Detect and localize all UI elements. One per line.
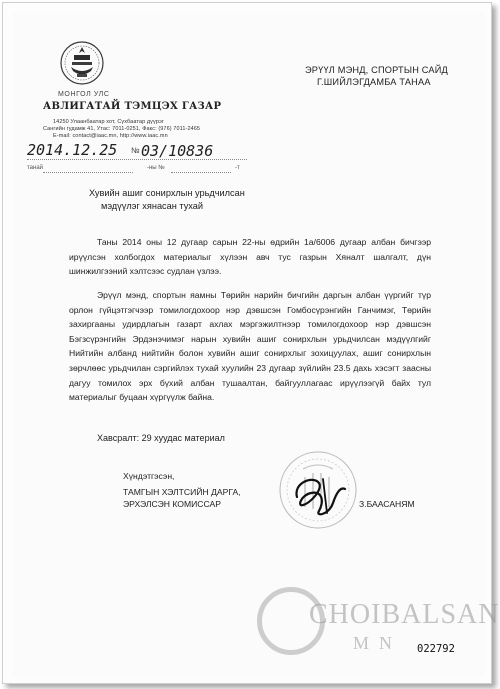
org-address-line: E-mail: contact@iaac.mn, http://www.iaac.mn: [53, 133, 168, 139]
reply-underline: [43, 172, 133, 173]
subject-line: мэдүүлэг хянасан тухай: [101, 201, 204, 211]
signatory-title: ЭРХЭЛСЭН КОМИССАР: [123, 499, 221, 509]
document-frame: [2, 2, 500, 684]
attachment-note: Хавсралт: 29 хуудас материал: [97, 433, 225, 443]
watermark-subtext: MN: [353, 633, 403, 653]
serial-number: 022792: [417, 643, 455, 655]
state-emblem-icon: [57, 39, 107, 87]
org-address-line: Сангийн гудамж 41, Утас: 7011-0251, Факс: (976) 7011-2465: [43, 126, 201, 132]
number-prefix: №: [131, 146, 140, 155]
handwritten-document-number: 03/10836: [141, 142, 214, 160]
signatory-name: З.БААСАНЯМ: [359, 499, 415, 509]
subject-line: Хувийн ашиг сонирхлын урьдчилсан: [89, 188, 245, 198]
body-paragraph: Таны 2014 оны 12 дугаар сарын 22-ны өдрийн 1а/6006 дугаар албан бичгээр ирүүлсэн холбогдох материалыг хүлээн авч тус газрын Хяналт шалгалт, дүн шинжилгээний хэлтсээс судлан үзлээ.: [69, 237, 431, 277]
watermark-text: CHOIBALSAN: [309, 599, 500, 630]
reply-label: танай: [27, 165, 44, 171]
handwritten-signature-icon: [289, 469, 351, 521]
handwritten-date: 2014.12.25: [27, 141, 118, 159]
org-country-label: МОНГОЛ УЛС: [58, 91, 110, 98]
date-underline: [27, 159, 247, 160]
reply-underline: [171, 172, 231, 173]
signatory-title: ТАМГЫН ХЭЛТСИЙН ДАРГА,: [123, 487, 241, 497]
letter-page: [13, 13, 500, 677]
closing-greeting: Хүндэтгэсэн,: [123, 471, 175, 481]
reply-number-label: -ны №: [147, 165, 165, 171]
reply-suffix: -т: [235, 165, 240, 171]
recipient-name: Г.ШИЙЛЭГДАМБА ТАНАА: [317, 77, 431, 87]
recipient-title: ЭРҮҮЛ МЭНД, СПОРТЫН САЙД: [305, 65, 448, 75]
body-paragraph: Эрүүл мэнд, спортын яамны Төрийн нарийн бичгийн даргын албан үүргийг түр орлон гүйцэтгэгчээр томилогдохоор нэр дэвшсэн Гомбосүрэнгийн Ганчимэг, Төрийн захиргааны удирдлагын газарт ахлах мэргэжилтнээр томилогдохоор нэр дэвшсэн Бэгзсүрэнгийн Эрдэнэчимэг нарын хувийн ашиг сонирхлын урьдчилсан мэдүүлгийг Нийтийн албанд нийтийн болон хувийн ашиг сонирхлыг зохицуулах, ашиг сонирхлын зөрчлөөс урьдчилан сэргийлэх тухай хуулийн 23 дугаар зүйлийн 23.5 дахь хэсэгт заасны дагуу томилох эрх бүхий албан тушаалтан, байгууллагаас ирүүлээгүй байх тул материалыг буцаан хүргүүлж байна.: [69, 290, 431, 403]
org-name: АВЛИГАТАЙ ТЭМЦЭХ ГАЗАР: [43, 101, 222, 112]
org-address-line: 14250 Улаанбаатар хот, Сүхбаатар дүүрэг: [53, 119, 165, 125]
